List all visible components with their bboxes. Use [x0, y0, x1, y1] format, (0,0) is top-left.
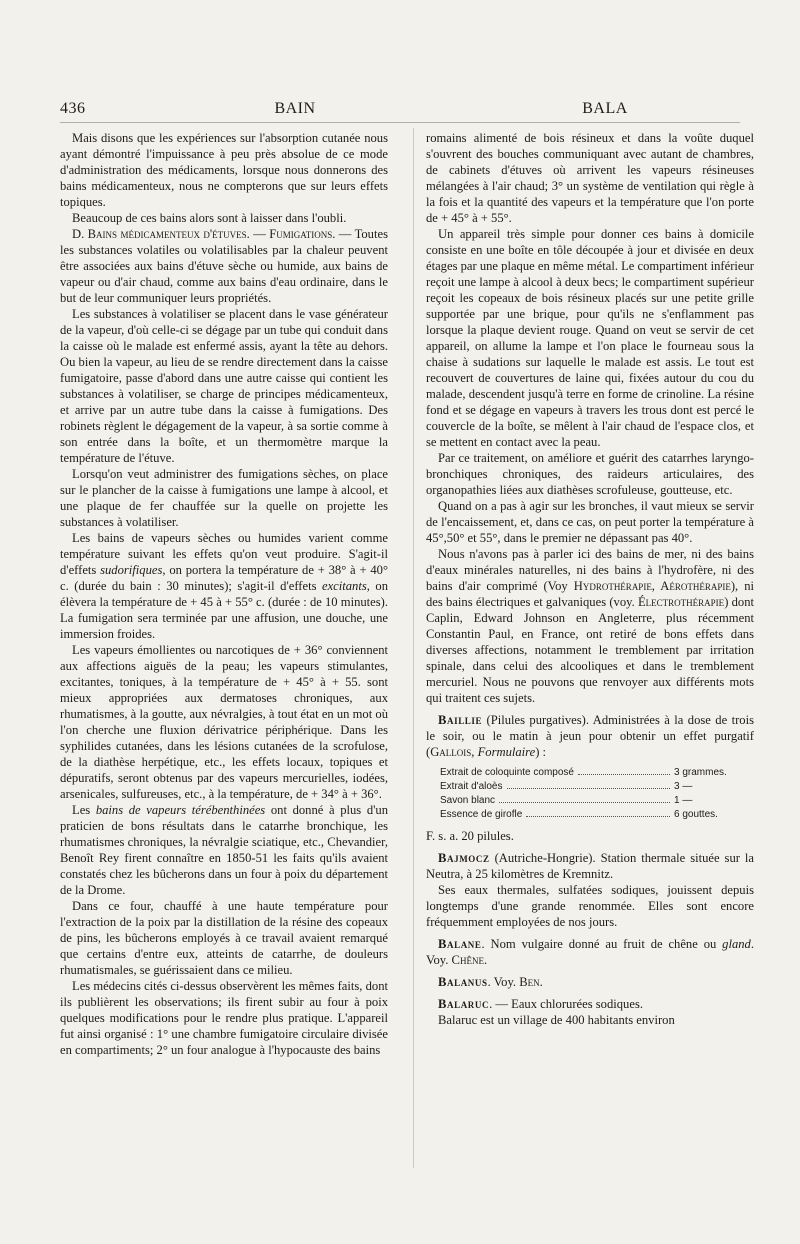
entry-headword: Balaruc	[438, 997, 490, 1011]
entry-balanus: Balanus. Voy. Ben.	[438, 975, 543, 989]
recipe-footer: F. s. a. 20 pilules.	[426, 829, 514, 843]
paragraph: Balaruc est un village de 400 habitants environ	[438, 1013, 675, 1027]
left-running-head: BAIN	[274, 100, 316, 117]
entry-balane: Balane. Nom vulgaire donné au fruit de chêne ou gland. Voy. Chêne.	[426, 937, 754, 967]
paragraph: Lorsqu'on veut administrer des fumigations sèches, on place sur le plancher de la caisse à fumigations une lampe à alcool, et une plaque de fer chauffée sur la quelle on projette les substances à volatiliser.	[60, 467, 388, 529]
paragraph: Les médecins cités ci-dessus observèrent les mêmes faits, dont ils publièrent les observations; ils firent subir au four à poix quelques modifications pour le rendre plus pratique. L'appareil fut ainsi organisé : 1° une chambre fumigatoire circulaire divisée en compartiments; 2° un four analogue à l'hypocauste des bains	[60, 979, 388, 1057]
right-running-head: BALA	[582, 100, 628, 117]
entry-bajmocz: Bajmocz (Autriche-Hongrie). Station thermale située sur la Neutra, à 25 kilomètres de Kremnitz.	[426, 851, 754, 881]
paragraph: Les vapeurs émollientes ou narcotiques de + 36° conviennent aux affections aiguës de la peau; les vapeurs stimulantes, excitantes, toniques, à la température de + 45° à + 55. sont mieux appropriées aux dermatoses chroniques, aux rhumatismes, à la goutte, aux névralgies, à tout état en un mot où l'on cherche une fluxion dérivatrice périphérique. Dans les syphilides cutanées, dans les lésions cutanées de la scrofulose, de la diathèse herpétique, etc., les effets locaux, topiques et dépuratifs, seront obtenus par des vapeurs mercurielles, iodées, arsenicales, sulfureuses, etc., à la température, de + 34° à + 36°.	[60, 643, 388, 801]
entry-baillie: Baillie (Pilules purgatives). Administrées à la dose de trois le soir, ou le matin à jeun pour obtenir un effet purgatif (Gallois, Formulaire) :	[426, 713, 754, 759]
right-column	[426, 130, 754, 1028]
running-header	[60, 100, 740, 120]
left-column	[60, 130, 388, 1058]
paragraph: Nous n'avons pas à parler ici des bains de mer, ni des bains d'eaux minérales naturelles, ni des bains à l'hydrofère, ni des bains d'air comprimé (Voy Hydrothérapie, Aérothérapie), ni des bains électriques et galvaniques (voy. Électrothérapie) dont Caplin, Edward Johnson en Angleterre, plus récemment Constantin Paul, en France, ont retiré de bons effets dans diverses affections, notamment le tremblement par irritation spinale, dans celui des alcooliques et dans le tremblement mercuriel. Nous ne pouvons que renvoyer aux différents mots qui traitent ces sujets.	[426, 547, 755, 705]
entry-headword: Balanus	[438, 975, 488, 989]
section-heading-paragraph: D. Bains médicamenteux d'étuves. — Fumigations. — Toutes les substances volatiles ou volatilisables par la chaleur peuvent être associées aux bains d'étuve sèche ou humide, aux bains de vapeur ou d'air chaud, comme aux bains d'eau ordinaire, dans le but de leur communiquer leurs propriétés.	[60, 227, 388, 305]
entry-headword: Baillie	[438, 713, 483, 727]
paragraph: Dans ce four, chauffé à une haute température pour l'extraction de la poix par la distillation de la résine des copeaux de pins, les bûcherons employés à ce travail avaient remarqué que certains d'entre eux, atteints de catarrhe, de douleurs rhumatismales, se guérissaient dans ce milieu.	[60, 899, 388, 977]
paragraph: Les bains de vapeurs térébenthinées ont donné à plus d'un praticien de bons résultats dans le catarrhe bronchique, les rhumatismes chroniques, la névralgie sciatique, etc., Chevandier, Benoît Rey firent connaître en 1850-51 les faits qu'ils avaient constatés chez les bûcherons dans un four à poix du département de la Drome.	[60, 803, 388, 897]
entry-balaruc: Balaruc. — Eaux chlorurées sodiques.	[438, 997, 643, 1011]
paragraph: Quand on a pas à agir sur les bronches, il vaut mieux se servir de l'encaissement, et, dans ce cas, on peut porter la température à 45°,50° et 55°, dans le premier ne dépassant pas 40°.	[426, 499, 754, 545]
entry-headword: Balane	[438, 937, 482, 951]
paragraph: Mais disons que les expériences sur l'absorption cutanée nous ayant démontré l'impuissance à peu près absolue de ce mode d'administration des médicaments, lorsque nous donnerons des bains médicamenteux, nous ne compterons que sur leurs effets topiques.	[60, 131, 388, 209]
paragraph: romains alimenté de bois résineux et dans la voûte duquel s'ouvrent des bouches communiquant avec autant de chambres, de cabinets d'étuves où arrivent les vapeurs résineuses mélangées à l'air chaud; 3° un système de ventilation qui règle à la fois et la quantité des vapeurs et la température que l'on porte de + 45° à + 55°.	[426, 131, 754, 225]
paragraph: Les substances à volatiliser se placent dans le vase générateur de la vapeur, d'où celle-ci se dégage par un tube qui conduit dans la caisse où le malade est enfermé assis, ayant la tête au dehors. Ou bien la vapeur, au lieu de se rendre directement dans la caisse fumigatoire, passe d'abord dans une autre caisse qui contient les substances à volatiliser, se charge de principes médicamenteux, et arrive par un autre tube dans la caisse à fumigations. Des robinets règlent le dégagement de la vapeur, à sa sortie comme à son entrée dans la boîte, et un thermomètre marque la température de l'étuve.	[60, 307, 388, 465]
recipe-row: Extrait de coloquinte composé 3 grammes.	[440, 767, 727, 778]
paragraph: Un appareil très simple pour donner ces bains à domicile consiste en une boîte en tôle découpée à jour et divisée en deux étages par une plaque en même métal. Le compartiment inférieur reçoit une lampe à alcool à deux becs; le compartiment supérieur reçoit les copeaux de bois résineux placés sur une petite grille supportée par une brique, pour qu'ils ne s'enflamment pas lorsque la plaque devient rouge. Quand on veut se servir de cet appareil, on allume la lampe et l'on place le fourneau sous la chaise à sudations sur laquelle le malade est assis. Le tout est recouvert de couvertures de laine qui, fixées autour du cou du malade, descendent jusqu'à terre en forme de crinoline. La résine fond et se dégage en vapeurs à travers les trous dont est percé le couvercle de la boîte, se mêlent à l'air chaud de l'espace clos, et se mettent en contact avec la peau.	[426, 227, 754, 449]
header-rule	[60, 122, 740, 123]
recipe-row: Savon blanc 1 —	[440, 795, 693, 806]
paragraph: Par ce traitement, on améliore et guérit des catarrhes laryngo-bronchiques chroniques, des raideurs articulaires, des organopathies liées aux diathèses scrofuleuse, goutteuse, etc.	[426, 451, 754, 497]
recipe-row: Extrait d'aloès 3 —	[440, 781, 693, 792]
recipe-table	[440, 766, 754, 822]
paragraph: Ses eaux thermales, sulfatées sodiques, jouissent depuis longtemps d'une grande renommée. Elles sont encore fréquemment employées de nos jours.	[426, 883, 754, 929]
page-number: 436	[60, 100, 86, 117]
recipe-row: Essence de girofle 6 gouttes.	[440, 809, 718, 820]
paragraph: Beaucoup de ces bains alors sont à laisser dans l'oubli.	[72, 211, 347, 225]
paragraph: Les bains de vapeurs sèches ou humides varient comme température suivant les effets qu'on veut produire. S'agit-il d'effets sudorifiques, on portera la température de + 38° à + 40° c. (durée du bain : 30 minutes); s'agit-il d'effets excitants, on élèvera la température de + 45 à + 55° c. (durée : de 10 minutes). La fumigation sera terminée par une affusion, une douche, une immersion froides.	[60, 531, 389, 641]
entry-headword: Bajmocz	[438, 851, 490, 865]
column-divider	[413, 128, 414, 1168]
